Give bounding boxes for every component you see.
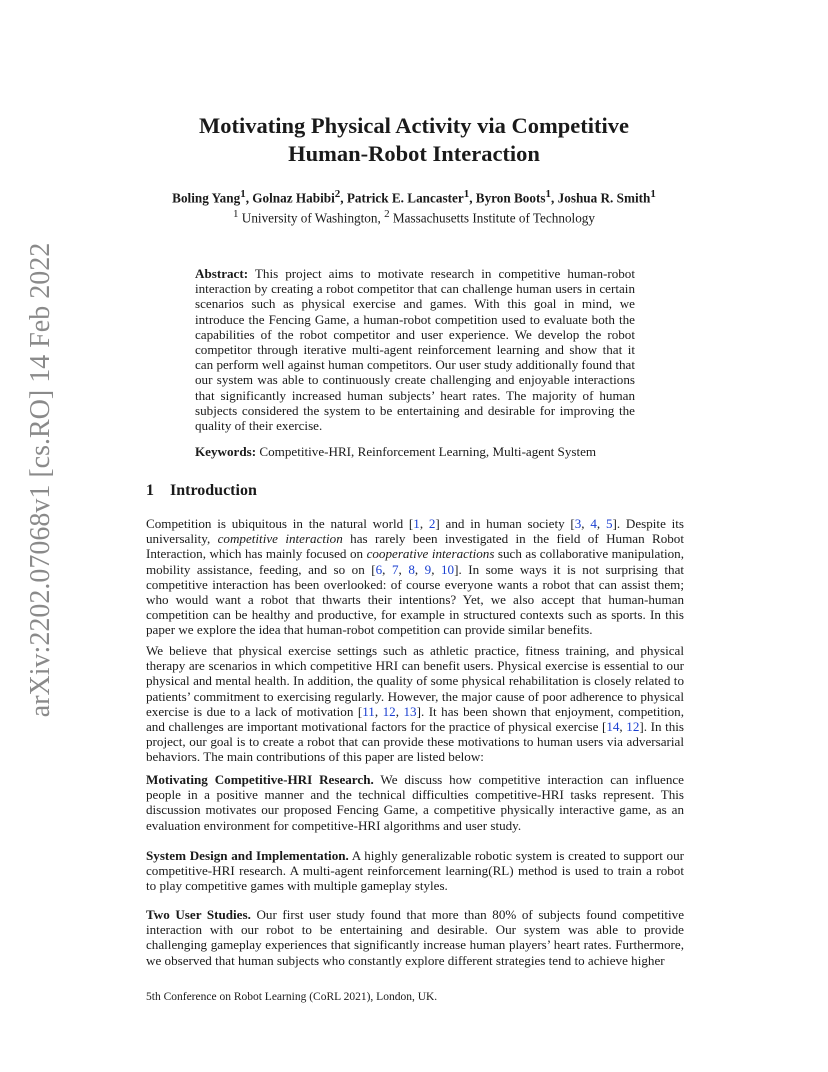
title-line-1: Motivating Physical Activity via Competitive (199, 113, 629, 138)
author-name: Joshua R. Smith (557, 190, 651, 206)
affiliation-mark: 1 (233, 208, 239, 221)
citation-link[interactable]: 4 (590, 516, 597, 531)
citation-link[interactable]: 13 (403, 703, 417, 719)
contribution-text: We discuss how competitive interaction can influence people in a positive manner and the technical difficulties competitive-HRI tasks represent. This discussion motivates our proposed Fencing Game, a competitive physically interactive game, as an evaluation environment for competitive-HRI algorithms and user study. (146, 772, 684, 833)
paper-title (0, 112, 828, 168)
citation-link[interactable]: 10 (441, 561, 455, 577)
arxiv-sidebar-stamp (20, 242, 62, 718)
author-affiliation-mark: 2 (334, 188, 341, 200)
citation-link[interactable]: 2 (428, 516, 436, 531)
citation-link[interactable]: 14 (606, 719, 620, 735)
citation-link[interactable]: 6 (375, 561, 383, 577)
affiliations (0, 206, 828, 226)
citation-link[interactable]: 8 (408, 561, 415, 577)
emphasis: competitive interaction (217, 531, 343, 547)
author-name: Patrick E. Lancaster (346, 190, 464, 206)
author-affiliation-mark: 1 (240, 188, 246, 200)
citation-link[interactable]: 3 (574, 516, 582, 531)
text: Competition is ubiquitous in the natural world [ (146, 516, 414, 531)
keywords (195, 444, 635, 459)
arxiv-id-text: arXiv:2202.07068v1 [cs.RO] 14 Feb 2022 (25, 242, 56, 718)
contribution-label: Two User Studies. (146, 907, 251, 922)
section-heading (146, 482, 257, 500)
contribution-label: System Design and Implementation. (146, 848, 349, 863)
citation-link[interactable]: 12 (626, 719, 640, 735)
affiliation-mark: 2 (384, 208, 390, 221)
section-title: Introduction (170, 482, 257, 499)
paragraph-2: We believe that physical exercise settings such as athletic practice, fitness training, and physical therapy are scenarios in which competitive HRI can benefit users. Physical exercise is essential to our physical and mental health. In addition, the quality of some physical rehabilitation is closely related to patients’ commitment to exercising regularly. However, the major cause of poor adherence to physical exercise is due to a lack of motivation [11, 12, 13]. It has been shown that enjoyment, competition, and challenges are important motivational factors for the practice of physical exercise [14, 12]. In this project, our goal is to create a robot that can provide these motivations to human users via adversarial behaviors. The main contributions of this paper are listed below: (146, 643, 684, 765)
title-line-2: Human-Robot Interaction (288, 141, 540, 166)
citation-link[interactable]: 9 (424, 561, 432, 577)
text: We believe that physical exercise settings such as athletic practice, fitness training, and physical therapy are scenarios in which competitive HRI can benefit users. Physical exercise is essential to our physical and mental health. In addition, the quality of some physical rehabilitation is closely related to patients’ commitment to exercising regularly. However, the major cause of poor adherence to physical exercise is due to a lack of motivation [ (146, 643, 684, 719)
author-name: Boling Yang (172, 190, 241, 206)
citation-link[interactable]: 1 (413, 516, 420, 531)
contribution-paragraph (146, 907, 684, 968)
citation-link[interactable]: 11 (362, 703, 375, 719)
text: such as collaborative manipulation, mobility assistance, feeding, and so on [ (146, 546, 685, 577)
paragraph-1: Competition is ubiquitous in the natural world [1, 2] and in human society [3, 4, 5]. Despite its universality, competitive interaction has rarely been investigated in the field of Human Robot Interaction, which has mainly focused on cooperative interactions such as collaborative manipulation, mobility assistance, feeding, and so on [6, 7, 8, 9, 10]. In some ways it is not surprising that competitive interaction has been overlooked: of course everyone wants a robot that can assist them; who would want a robot that thwarts their intentions? Yet, we also accept that human-human competition can be healthy and productive, for example in structured contexts such as sports. In this paper we explore the idea that human-robot competition can provide similar benefits. (146, 516, 685, 638)
text: ]. In some ways it is not surprising that competitive interaction has been overlooked: of course everyone wants a robot that can assist them; who would want a robot that thwarts their intentions? Yet, we also accept that human-human competition can be healthy and productive, for example in structured contexts such as sports. In this paper we explore the idea that human-robot competition can provide similar benefits. (146, 561, 685, 638)
affiliation-1: University of Washington, (238, 210, 385, 226)
text: ]. In this project, our goal is to create a robot that can provide these motivations to human users via adversarial behaviors. The main contributions of this paper are listed below: (146, 719, 684, 765)
contribution-label: Motivating Competitive-HRI Research. (146, 772, 374, 787)
author-block (0, 186, 828, 227)
page-footer: 5th Conference on Robot Learning (CoRL 2021), London, UK. (146, 991, 438, 1003)
abstract (195, 266, 635, 433)
author-affiliation-mark: 1 (463, 188, 470, 200)
keywords-label: Keywords: (195, 444, 257, 459)
citation-link[interactable]: 12 (382, 703, 396, 719)
contribution-text: A highly generalizable robotic system is created to support our competitive-HRI research. A multi-agent reinforcement learning(RL) method is used to train a robot to play competitive games with multiple gameplay styles. (146, 848, 684, 894)
author-name: Byron Boots (475, 190, 546, 206)
citation-link[interactable]: 5 (605, 516, 613, 531)
section-number: 1 (146, 482, 154, 499)
contribution-paragraph (146, 772, 684, 833)
contribution-paragraph (146, 848, 684, 894)
keywords-text: Competitive-HRI, Reinforcement Learning, Multi-agent System (259, 444, 597, 459)
citation-link[interactable]: 7 (391, 561, 399, 577)
emphasis: cooperative interactions (366, 546, 495, 562)
text: ]. Despite its universality, (146, 516, 685, 547)
text: ] and in human society [ (435, 516, 575, 531)
author-name: Golnaz Habibi (252, 190, 335, 206)
contribution-text: Our first user study found that more than 80% of subjects found competitive interaction with our robot to be entertaining and desirable. Our system was able to provide challenging gameplay experiences that significantly increase human players’ heart rates. Furthermore, we observed that human subjects who constantly explore different strategies tend to achieve higher (146, 907, 684, 968)
affiliation-2: Massachusetts Institute of Technology (389, 210, 595, 226)
abstract-text: This project aims to motivate research in competitive human-robot interaction by creating a robot competitor that can challenge human users in certain scenarios such as physical exercise and games. With this goal in mind, we introduce the Fencing Game, a human-robot competition used to evaluate both the capabilities of the robot competitor and user experience. We develop the robot competitor through iterative multi-agent reinforcement learning and show that it can perform well against human competitors. Our user study additionally found that our system was able to continuously create challenging and enjoyable interactions that significantly increased human subjects’ heart rates. The majority of human subjects considered the system to be entertaining and desirable for improving the quality of their exercise. (195, 266, 635, 434)
text: has rarely been investigated in the field of Human Robot Interaction, which has mainly focused on (146, 531, 684, 562)
author-affiliation-mark: 1 (545, 188, 552, 200)
abstract-label: Abstract: (195, 266, 249, 281)
author-list: Boling Yang$^1$, Golnaz Habibi$^2$, Patrick E. Lancaster$^1$, Byron Boots$^1$, Joshua R. Smith$^1$ (172, 188, 656, 206)
author-affiliation-mark: 1 (650, 188, 656, 200)
text: ]. It has been shown that enjoyment, competition, and challenges are important motivational factors for the practice of physical exercise [ (146, 703, 684, 735)
